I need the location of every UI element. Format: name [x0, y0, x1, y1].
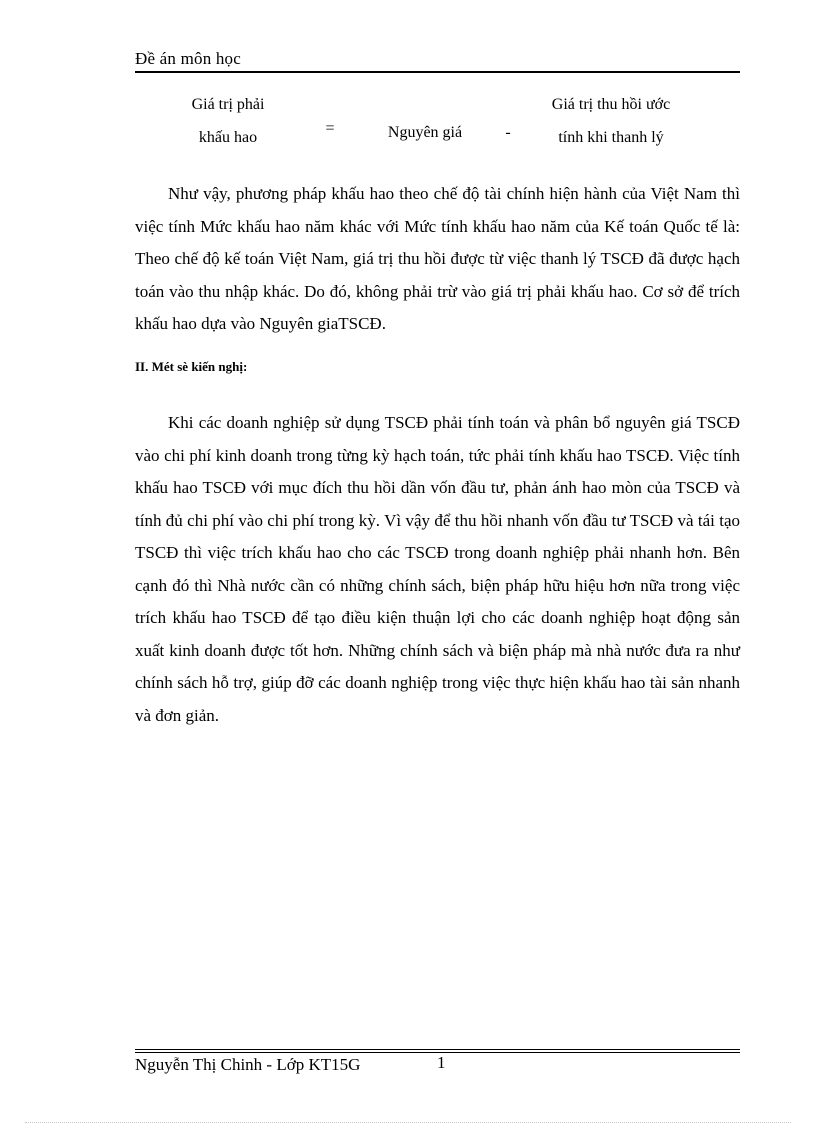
formula-lhs-line2: khấu hao: [198, 129, 258, 146]
formula-minus-sign: -: [505, 124, 511, 141]
formula-equals-sign: =: [325, 120, 335, 137]
body-paragraph-block: [135, 178, 740, 341]
depreciation-formula: [0, 0, 816, 160]
paragraph-recommendations: Khi các doanh nghiệp sử dụng TSCĐ phải tính toán và phân bổ nguyên giá TSCĐ vào chi phí kinh doanh trong từng kỳ hạch toán, tức phải tính khấu hao TSCĐ. Việc tính khấu hao TSCĐ với mục đích thu hồi dần vốn đầu tư, phản ánh hao mòn của TSCĐ và tính đủ chi phí vào chi phí trong kỳ. Vì vậy để thu hồi nhanh vốn đầu tư TSCĐ và tái tạo TSCĐ thì việc trích khấu hao cho các TSCĐ trong doanh nghiệp phải nhanh hơn. Bên cạnh đó thì Nhà nước cần có những chính sách, biện pháp hữu hiệu hơn nữa trong việc trích khấu hao TSCĐ để tạo điều kiện thuận lợi cho các doanh nghiệp hoạt động sản xuất kinh doanh được tốt hơn. Những chính sách và biện pháp mà nhà nước đưa ra như chính sách hỗ trợ, giúp đỡ các doanh nghiệp trong việc thực hiện khấu hao tài sản nhanh và đơn giản.: [135, 413, 740, 725]
section-body-block: [135, 407, 740, 732]
page-number: 1: [437, 1053, 446, 1072]
formula-rhs-line1: Giá trị thu hồi ước: [551, 96, 671, 113]
section-heading-recommendations: II. Mét sè kiến nghị:: [135, 359, 248, 374]
formula-term-original-cost: Nguyên giá: [387, 124, 463, 141]
header-title: Đề án môn học: [135, 49, 241, 68]
formula-lhs-line1: Giá trị phải: [191, 96, 265, 113]
footer-author: Nguyễn Thị Chinh - Lớp KT15G: [135, 1055, 361, 1074]
paragraph-depreciation-comparison: Như vậy, phương pháp khấu hao theo chế độ tài chính hiện hành của Việt Nam thì việc tính Mức khấu hao năm khác với Mức tính khấu hao năm của Kế toán Quốc tế là: Theo chế độ kế toán Việt Nam, giá trị thu hồi được từ việc thanh lý TSCĐ đã được hạch toán vào thu nhập khác. Do đó, không phải trừ vào giá trị phải khấu hao. Cơ sở để trích khấu hao dựa vào Nguyên giaTSCĐ.: [135, 184, 740, 333]
formula-rhs-line2: tính khi thanh lý: [558, 129, 664, 146]
footer-rule-top: [135, 1049, 740, 1050]
